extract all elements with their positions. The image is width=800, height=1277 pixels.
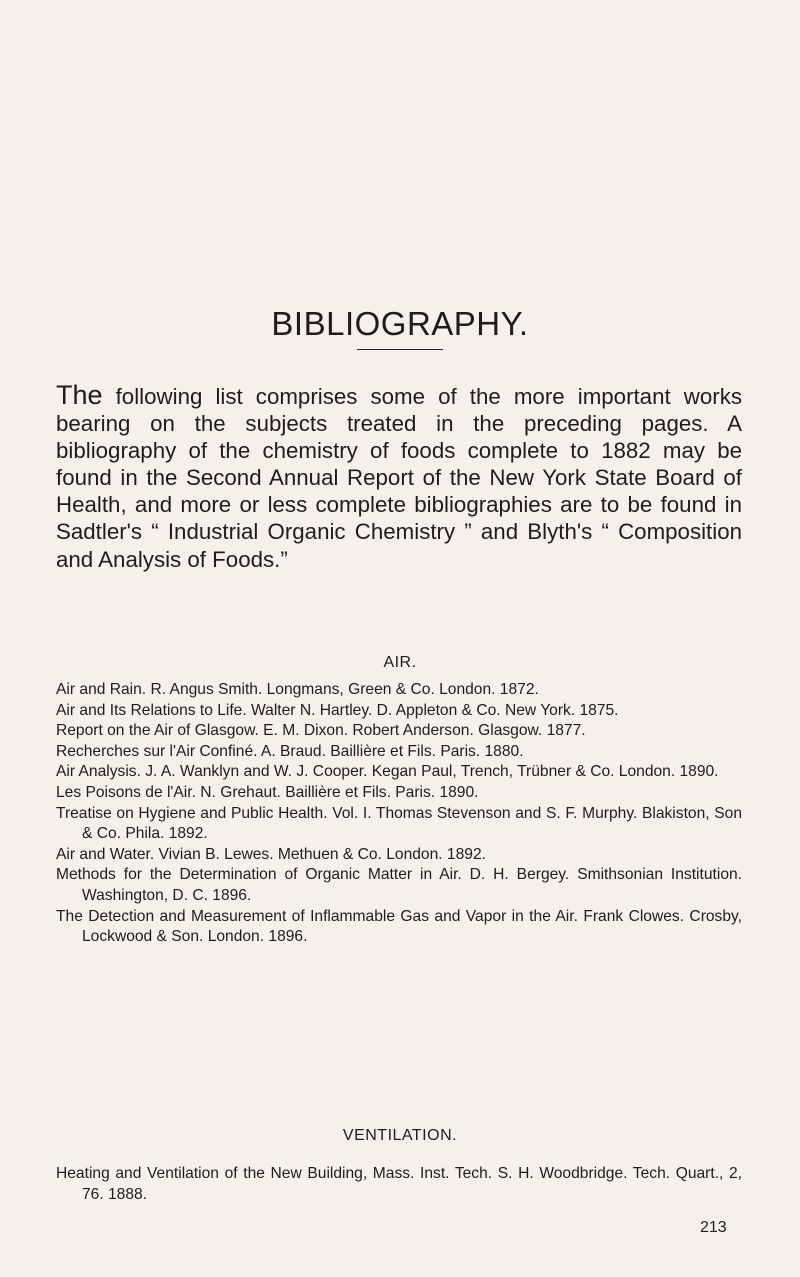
bibliography-entry: Air and Its Relations to Life. Walter N. Hartley. D. Appleton & Co. New York. 1875.: [56, 701, 619, 719]
intro-paragraph: [56, 382, 742, 573]
bibliography-entry: Air and Water. Vivian B. Lewes. Methuen & Co. London. 1892.: [56, 845, 486, 863]
intro-text: following list comprises some of the more important works bearing on the subjects treated in the preceding pages. A bibliography of the chemistry of foods complete to 1882 may be found in the Second Annual Report of the New York State Board of Health, and more or less complete bibliographies are to be found in Sadtler's “ Industrial Organic Chemistry ” and Blyth's “ Composition and Analysis of Foods.”: [56, 384, 742, 572]
bibliography-entry: Report on the Air of Glasgow. E. M. Dixon. Robert Anderson. Glasgow. 1877.: [56, 722, 586, 740]
page-number: 213: [700, 1219, 727, 1236]
bibliography-entry: Methods for the Determination of Organic Matter in Air. D. H. Bergey. Smithsonian Institution. Washington, D. C. 1896.: [56, 866, 742, 904]
title-divider: [357, 349, 443, 350]
air-bibliography-list: [56, 680, 742, 948]
bibliography-entry: Treatise on Hygiene and Public Health. Vol. I. Thomas Stevenson and S. F. Murphy. Blakiston, Son & Co. Phila. 1892.: [56, 804, 742, 843]
bibliography-entry: Les Poisons de l'Air. N. Grehaut. Baillière et Fils. Paris. 1890.: [56, 783, 479, 801]
intro-lead-word: The: [56, 380, 103, 410]
bibliography-entry: The Detection and Measurement of Inflammable Gas and Vapor in the Air. Frank Clowes. Crosby, Lockwood & Son. London. 1896.: [56, 907, 742, 946]
bibliography-entry: Heating and Ventilation of the New Building, Mass. Inst. Tech. S. H. Woodbridge. Tech. Quart., 2, 76. 1888.: [56, 1165, 742, 1203]
bibliography-entry: Recherches sur l'Air Confiné. A. Braud. Baillière et Fils. Paris. 1880.: [56, 742, 524, 760]
bibliography-entry: Air and Rain. R. Angus Smith. Longmans, Green & Co. London. 1872.: [56, 681, 539, 698]
page-title: BIBLIOGRAPHY.: [271, 305, 529, 343]
ventilation-bibliography-list: [56, 1164, 742, 1205]
section-heading-ventilation: VENTILATION.: [342, 1127, 458, 1144]
bibliography-entry: Air Analysis. J. A. Wanklyn and W. J. Cooper. Kegan Paul, Trench, Trübner & Co. London. 1890.: [56, 763, 719, 781]
section-heading-air: AIR.: [383, 654, 417, 671]
